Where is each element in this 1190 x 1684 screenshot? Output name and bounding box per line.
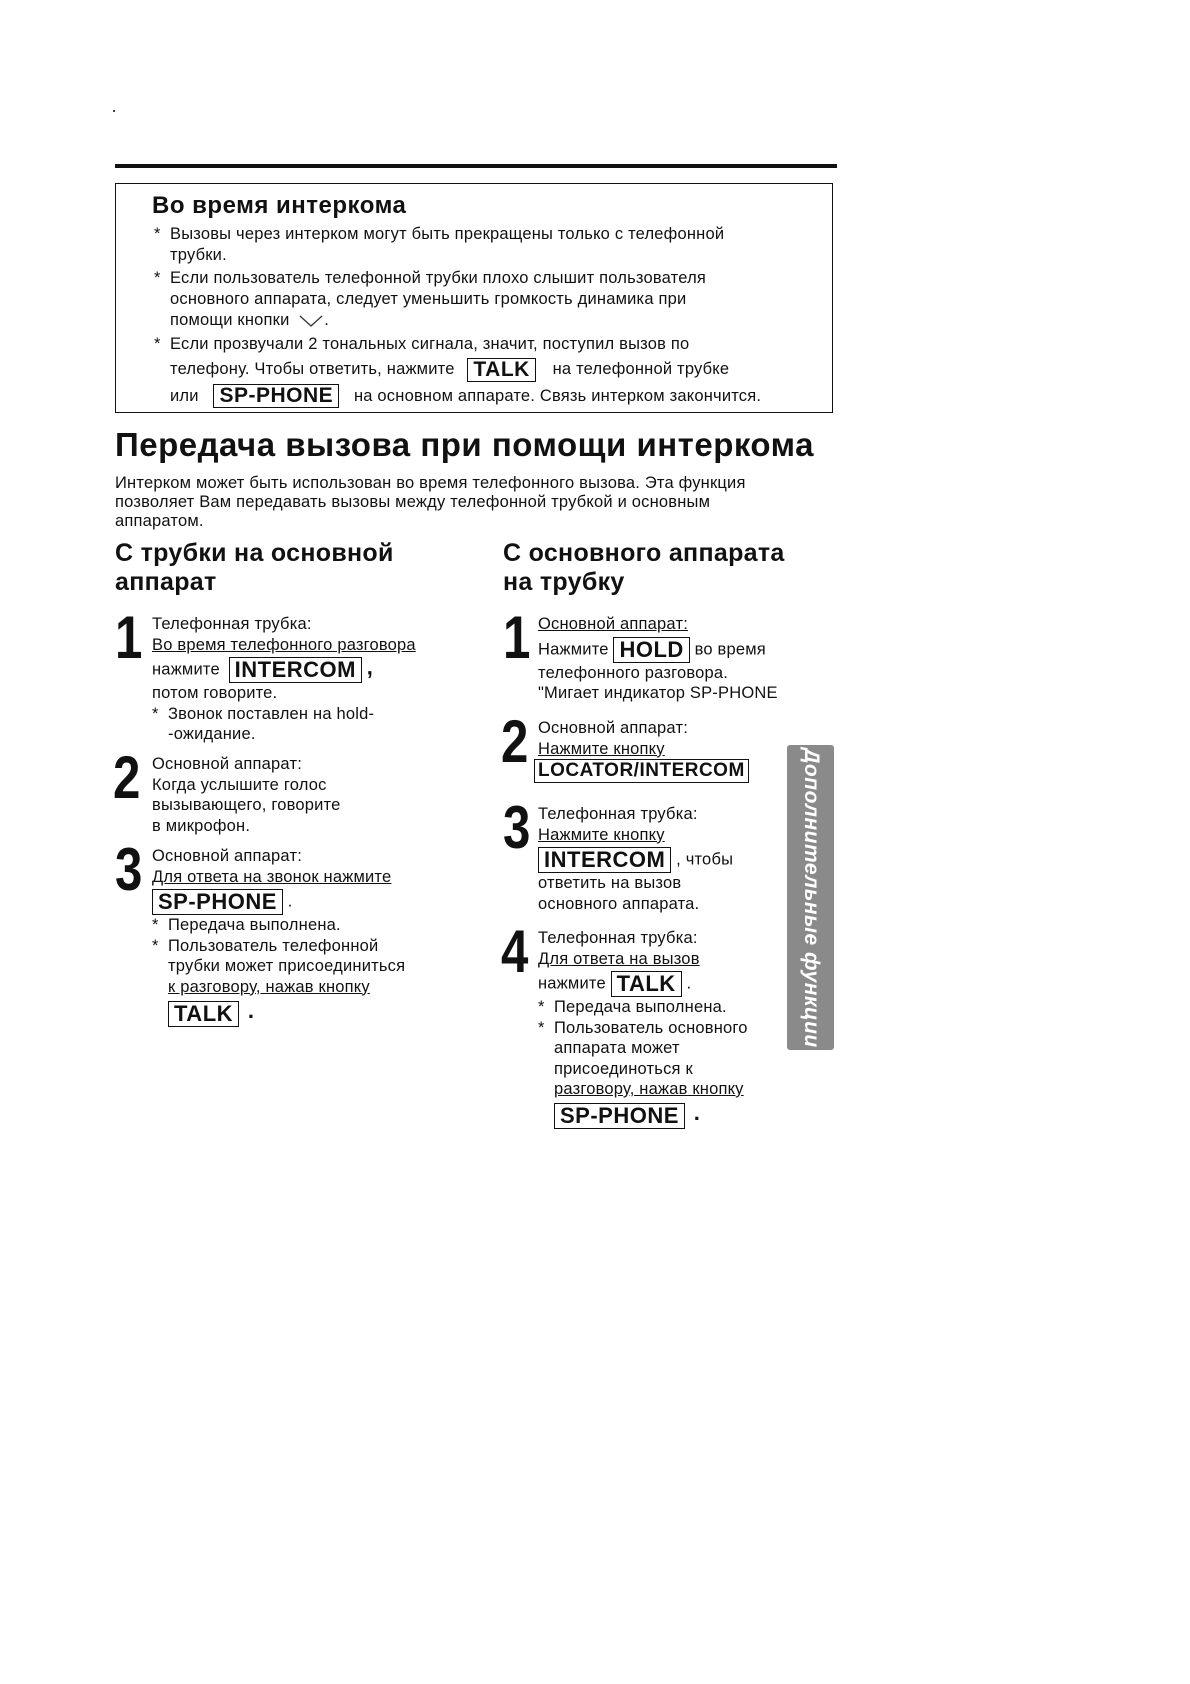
right-column-title: С основного аппарата на трубку [503,539,785,596]
intercom-key: INTERCOM [229,657,362,683]
right-step-2-text: Основной аппарат: Нажмите кнопку LOCATOR/INTERCOM [538,718,749,783]
section-title: Передача вызова при помощи интеркома [115,426,814,463]
sp-phone-key: SP-PHONE [152,889,283,915]
section-intro: Интерком может быть использован во время телефонного вызова. Эта функция позволяет Вам передавать вызовы между телефонной трубкой и основным аппаратом. [115,474,746,530]
left-step-1-text: Телефонная трубка: Во время телефонного разговора нажмите INTERCOM , потом говорите. * Звонок поставлен на hold- -ожидание. [152,615,416,743]
talk-key: TALK [611,971,682,997]
right-step-3-number: 3 [503,794,531,861]
locator-intercom-key: LOCATOR/INTERCOM [534,759,749,783]
talk-key: TALK [467,358,535,382]
notice-box [115,183,833,413]
left-column-title: С трубки на основной аппарат [115,539,394,596]
left-step-2-number: 2 [113,744,141,811]
notice-title: Во время интеркома [152,192,407,219]
right-step-4-number: 4 [501,918,529,985]
notice-note-1: * Вызовы через интерком могут быть прекращены только с телефонной трубки. [154,225,725,264]
hold-key: HOLD [613,637,689,663]
right-step-3-text: Телефонная трубка: Нажмите кнопку INTERCOM , чтобы ответить на вызов основного аппарата. [538,805,734,913]
notice-note-2: * Если пользователь телефонной трубки плохо слышит пользователя основного аппарата, следует уменьшить громкость динамика при помощи кнопки . [154,269,707,329]
notice-note-3: * Если прозвучали 2 тональных сигнала, значит, поступил вызов по телефону. Чтобы ответить, нажмите TALK на телефонной трубке или SP-PHONE на основном аппарате. Связь интерком закончится. [154,335,762,408]
talk-key: TALK [168,1001,239,1027]
side-tab-additional-functions [787,745,834,1050]
volume-down-v-icon [298,314,324,328]
right-step-2-number: 2 [501,708,529,775]
left-step-3-number: 3 [115,836,143,903]
sp-phone-key: SP-PHONE [213,384,339,408]
intercom-key: INTERCOM [538,847,671,873]
right-step-1-text: Основной аппарат: Нажмите HOLD во время телефонного разговора. "Мигает индикатор SP-PHONE [538,615,778,702]
left-step-1-number: 1 [115,604,143,671]
side-tab-label: Дополнительные функции [799,747,823,1048]
right-step-4-text: Телефонная трубка: Для ответа на вызов нажмите TALK . * Передача выполнена. * Пользователь основного аппарата может присоединоться к разговору, нажав кнопку SP-PHONE . [538,929,748,1128]
left-step-2-text: Основной аппарат: Когда услышите голос вызывающего, говорите в микрофон. [152,755,341,835]
left-step-3-text: Основной аппарат: Для ответа на звонок нажмите SP-PHONE . * Передача выполнена. * Пользователь телефонной трубки может присоединиться к разговору, нажав кнопку TALK . [152,847,406,1026]
sp-phone-key: SP-PHONE [554,1103,685,1129]
page-dot [113,110,115,112]
right-step-1-number: 1 [503,604,531,671]
top-rule [115,164,837,168]
